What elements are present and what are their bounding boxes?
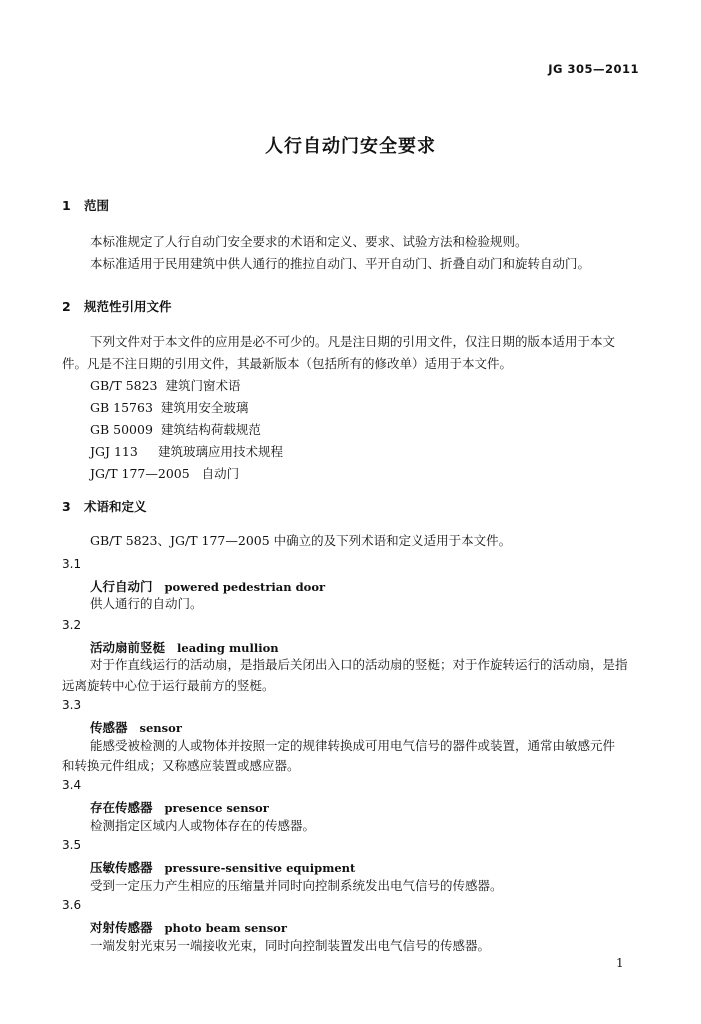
term-cn: 传感器 [90,720,128,735]
term-heading [90,638,279,656]
term-en: photo beam sensor [164,921,287,935]
clause-number: 3.3 [62,698,82,712]
term-heading [90,858,355,876]
section-title: 规范性引用文件 [84,299,172,314]
reference-code: JGJ 113 [90,444,138,459]
section-title: 范围 [84,198,110,213]
paragraph: 本标准规定了人行自动门安全要求的术语和定义、要求、试验方法和检验规则。 [90,234,528,249]
document-title: 人行自动门安全要求 [265,136,436,157]
term-definition: 和转换元件组成；又称感应装置或感应器。 [62,758,300,773]
paragraph: 件。凡是不注日期的引用文件，其最新版本（包括所有的修改单）适用于本文件。 [62,356,513,371]
section-number: 3 [62,499,71,514]
paragraph: 本标准适用于民用建筑中供人通行的推拉自动门、平开自动门、折叠自动门和旋转自动门。 [90,256,591,271]
section-2-heading [62,297,172,315]
section-number: 2 [62,299,71,314]
term-heading [90,577,325,595]
term-definition: 供人通行的自动门。 [90,596,203,611]
term-definition: 远离旋转中心位于运行最前方的竖梃。 [62,678,275,693]
term-cn: 活动扇前竖梃 [90,640,166,655]
term-en: powered pedestrian door [164,580,326,594]
reference-code: GB 15763 [90,400,153,415]
clause-number: 3.6 [62,898,82,912]
clause-number: 3.2 [62,618,82,632]
term-en: pressure-sensitive equipment [164,861,356,875]
term-definition: 对于作直线运行的活动扇，是指最后关闭出入口的活动扇的竖梃；对于作旋转运行的活动扇，是指 [90,657,628,672]
term-heading [90,718,182,736]
term-definition: 能感受被检测的人或物体并按照一定的规律转换成可用电气信号的器件或装置，通常由敏感元件 [90,738,616,753]
clause-number: 3.1 [62,557,82,571]
reference-item [90,402,248,415]
reference-name: 建筑结构荷载规范 [160,422,261,437]
reference-name: 建筑玻璃应用技术规程 [157,444,283,459]
section-title: 术语和定义 [84,499,147,514]
reference-item [90,424,261,437]
reference-name: 建筑用安全玻璃 [160,400,249,415]
term-en: presence sensor [164,801,269,815]
reference-item [90,468,239,481]
term-en: leading mullion [177,641,279,655]
term-cn: 压敏传感器 [90,860,153,875]
term-definition: 检测指定区域内人或物体存在的传感器。 [90,818,316,833]
clause-number: 3.5 [62,838,82,852]
reference-code: JG/T 177—2005 [90,466,190,481]
section-3-heading [62,497,147,515]
reference-name: 自动门 [201,466,240,481]
standard-number: JG 305—2011 [548,62,639,76]
page-number: 1 [616,956,624,970]
section-1-heading [62,196,109,214]
reference-name: 建筑门窗术语 [165,378,241,393]
term-cn: 对射传感器 [90,920,153,935]
term-heading [90,918,287,936]
term-definition: 受到一定压力产生相应的压缩量并同时向控制系统发出电气信号的传感器。 [90,878,503,893]
term-en: sensor [139,721,182,735]
paragraph: GB/T 5823、JG/T 177—2005 中确立的及下列术语和定义适用于本文件。 [90,533,512,548]
section-number: 1 [62,198,71,213]
term-heading [90,798,269,816]
reference-code: GB/T 5823 [90,378,158,393]
term-cn: 人行自动门 [90,579,153,594]
reference-code: GB 50009 [90,422,153,437]
clause-number: 3.4 [62,778,82,792]
reference-item [90,380,240,393]
term-definition: 一端发射光束另一端接收光束，同时向控制装置发出电气信号的传感器。 [90,938,491,953]
term-cn: 存在传感器 [90,800,153,815]
reference-item [90,446,283,459]
paragraph: 下列文件对于本文件的应用是必不可少的。凡是注日期的引用文件，仅注日期的版本适用于本文 [90,334,616,349]
